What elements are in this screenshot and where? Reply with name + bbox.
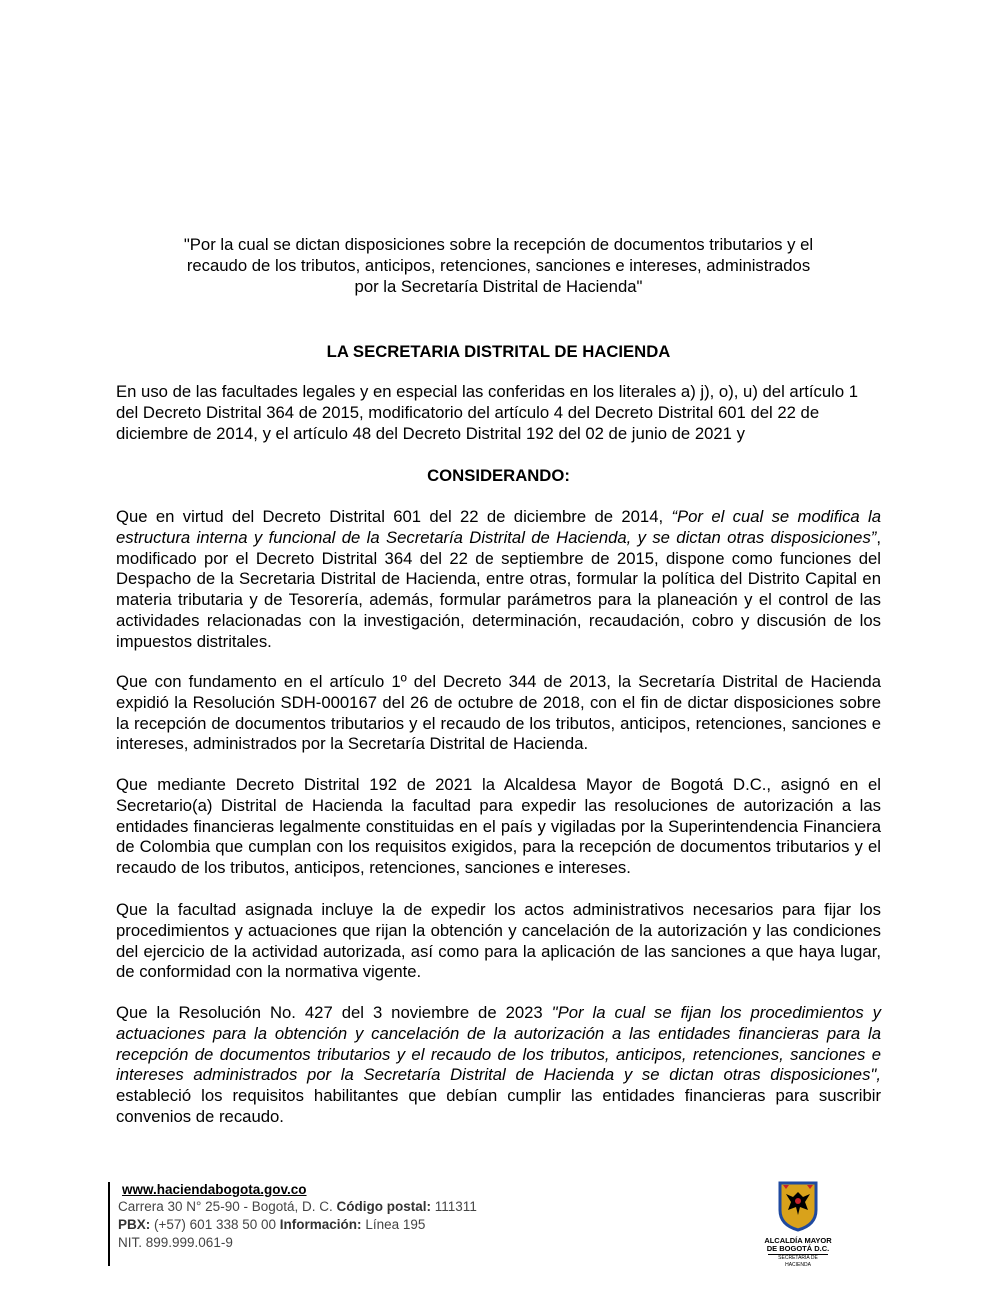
phone-line bbox=[118, 1216, 477, 1234]
considering-paragraph-1 bbox=[116, 507, 881, 653]
title-line: por la Secretaría Distrital de Hacienda" bbox=[354, 277, 643, 296]
considering-heading: CONSIDERANDO: bbox=[427, 466, 570, 485]
address-line bbox=[118, 1198, 477, 1216]
considering-paragraph-5 bbox=[116, 1003, 881, 1128]
quoted-title: “Por el cual se modifica la estructura interna y funcional de la Secretaría Distrital de Hacienda, y se dictan otras disposiciones” bbox=[116, 507, 882, 547]
info-line: Línea 195 bbox=[365, 1217, 426, 1232]
postal-label: Código postal: bbox=[336, 1199, 432, 1214]
quoted-title: "Por la cual se fijan los procedimientos y actuaciones para la obtención y cancelación de la autorización a las entidades financieras para la recepción de documentos tributarios y el recaudo de los tributos, anticipos, retenciones, sanciones e intereses administrados por la Secretaría Distrital de Hacienda y se dictan otras disposiciones", bbox=[116, 1003, 881, 1085]
considering-paragraph-2: Que con fundamento en el artículo 1º del Decreto 344 de 2013, la Secretaría Distrital de Hacienda expidió la Resolución SDH-000167 del 26 de octubre de 2018, con el fin de dictar disposiciones sobre la recepción de documentos tributarios y el recaudo de los tributos, anticipos, retenciones, sanciones e intereses, administrados por la Secretaría Distrital de Hacienda. bbox=[116, 672, 881, 754]
postal-code: 111311 bbox=[434, 1199, 477, 1214]
page-footer bbox=[108, 1182, 477, 1266]
text-segment: Que la Resolución No. 427 del 3 noviembre de 2023 bbox=[116, 1003, 552, 1022]
bogota-logo bbox=[758, 1180, 838, 1268]
title-line: recaudo de los tributos, anticipos, retenciones, sanciones e intereses, administrados bbox=[186, 256, 811, 275]
preamble-paragraph: En uso de las facultades legales y en especial las conferidas en los literales a) j), o), u) del artículo 1 del Decreto Distrital 364 de 2015, modificatorio del artículo 4 del Decreto Distrital 601 del 22 de diciembre de 2014, y el artículo 48 del Decreto Distrital 192 del 02 de junio de 2021 y bbox=[116, 382, 859, 443]
text-segment: estableció los requisitos habilitantes que debían cumplir las entidades financieras para suscribir convenios de recaudo. bbox=[116, 1086, 881, 1126]
logo-line-3: SECRETARÍA DE HACIENDA bbox=[768, 1254, 828, 1269]
title-line: "Por la cual se dictan disposiciones sobre la recepción de documentos tributarios y el bbox=[183, 235, 814, 254]
considering-paragraph-3: Que mediante Decreto Distrital 192 de 2021 la Alcaldesa Mayor de Bogotá D.C., asignó en el Secretario(a) Distrital de Hacienda la facultad para expedir las resoluciones de autorización a las entidades financieras legalmente constituidas en el país y vigiladas por la Superintendencia Financiera de Colombia que cumplan con los requisitos exigidos, para la recepción de documentos tributarios y el recaudo de los tributos, anticipos, retenciones, sanciones e intereses. bbox=[116, 775, 881, 878]
text-segment: , modificado por el Decreto Distrital 364 del 22 de septiembre de 2015, dispone como funciones del Despacho de la Secretaria Distrital de Hacienda, entre otras, formular la política del Distrito Capital en materia tributaria y de Tesorería, además, formular parámetros para la planeación y el control de las actividades relacionadas con la investigación, determinación, recaudación, cobro y discusión de los impuestos distritales. bbox=[116, 527, 881, 651]
website-link[interactable]: www.haciendabogota.gov.co bbox=[122, 1182, 307, 1197]
logo-line-2: DE BOGOTÁ D.C. bbox=[766, 1244, 830, 1253]
pbx-number: (+57) 601 338 50 00 bbox=[154, 1217, 277, 1232]
considering-paragraph-4: Que la facultad asignada incluye la de expedir los actos administrativos necesarios para fijar los procedimientos y actuaciones que rijan la obtención y cancelación de la autorización y las condiciones del ejercicio de la actividad autorizada, así como para la aplicación de las sanciones a que haya lugar, de conformidad con la normativa vigente. bbox=[116, 900, 881, 982]
info-label: Información: bbox=[279, 1217, 362, 1232]
pbx-label: PBX: bbox=[118, 1217, 151, 1232]
nit-line: NIT. 899.999.061-9 bbox=[118, 1235, 233, 1250]
coat-of-arms-icon bbox=[776, 1180, 820, 1232]
logo-line-1: ALCALDÍA MAYOR bbox=[764, 1236, 832, 1245]
text-segment: Que en virtud del Decreto Distrital 601 del 22 de diciembre de 2014, bbox=[116, 507, 672, 526]
resolution-title bbox=[116, 234, 881, 297]
address: Carrera 30 N° 25-90 - Bogotá, D. C. bbox=[118, 1199, 333, 1214]
authority-heading: LA SECRETARIA DISTRITAL DE HACIENDA bbox=[326, 342, 671, 361]
